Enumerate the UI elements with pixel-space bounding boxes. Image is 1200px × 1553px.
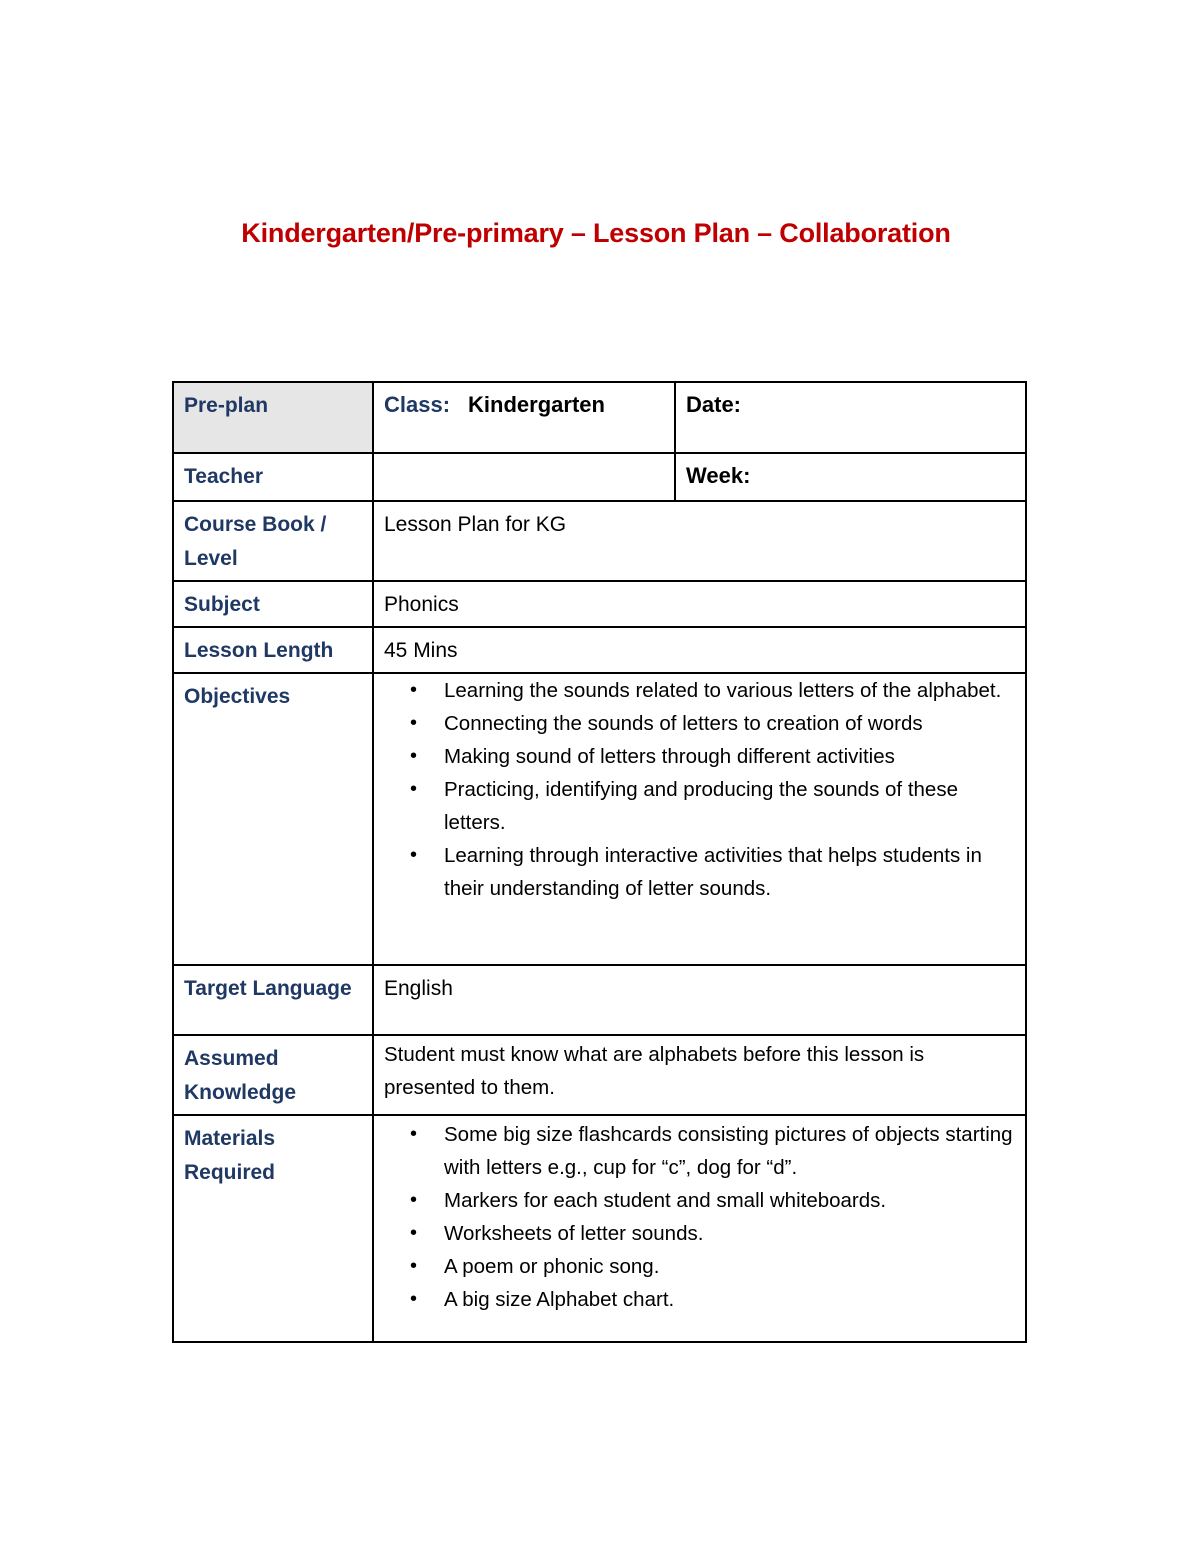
subject-value: Phonics xyxy=(373,581,1026,627)
assumed-knowledge-label xyxy=(173,1035,373,1115)
date-label: Date: xyxy=(686,392,742,417)
subject-row xyxy=(173,581,1026,627)
preplan-row xyxy=(173,382,1026,453)
course-book-value: Lesson Plan for KG xyxy=(373,501,1026,581)
target-language-row xyxy=(173,965,1026,1035)
preplan-label: Pre-plan xyxy=(173,382,373,453)
week-cell xyxy=(675,453,1026,501)
list-item: • Learning through interactive activities that helps students in their understanding of letter sounds. xyxy=(444,839,1015,905)
materials-label-line1: Materials xyxy=(184,1127,276,1150)
list-item: • Some big size flashcards consisting pictures of objects starting with letters e.g., cup for “c”, dog for “d”. xyxy=(444,1118,1015,1184)
class-value: Kindergarten xyxy=(468,392,605,417)
course-book-label-line1: Course Book / xyxy=(184,513,327,536)
assumed-knowledge-label-line2: Knowledge xyxy=(184,1081,297,1104)
list-item: • A big size Alphabet chart. xyxy=(444,1283,1015,1316)
lesson-length-label: Lesson Length xyxy=(173,627,373,673)
materials-row xyxy=(173,1115,1026,1342)
course-book-label xyxy=(173,501,373,581)
list-item: • Practicing, identifying and producing the sounds of these letters. xyxy=(444,773,1015,839)
lesson-length-row xyxy=(173,627,1026,673)
list-item: • Markers for each student and small whiteboards. xyxy=(444,1184,1015,1217)
objectives-row xyxy=(173,673,1026,965)
target-language-value: English xyxy=(373,965,1026,1035)
list-item: • Making sound of letters through different activities xyxy=(444,740,1015,773)
lesson-plan-table xyxy=(172,381,1027,1343)
assumed-knowledge-label-line1: Assumed xyxy=(184,1047,279,1070)
materials-label xyxy=(173,1115,373,1342)
teacher-row xyxy=(173,453,1026,501)
list-item: • A poem or phonic song. xyxy=(444,1250,1015,1283)
objectives-label: Objectives xyxy=(173,673,373,965)
materials-cell xyxy=(373,1115,1026,1342)
class-cell xyxy=(373,382,675,453)
date-cell xyxy=(675,382,1026,453)
list-item: • Connecting the sounds of letters to creation of words xyxy=(444,707,1015,740)
materials-list xyxy=(384,1118,1015,1316)
class-label: Class: xyxy=(384,392,451,417)
course-book-row xyxy=(173,501,1026,581)
target-language-label: Target Language xyxy=(173,965,373,1035)
subject-label: Subject xyxy=(173,581,373,627)
week-label: Week: xyxy=(686,463,751,488)
lesson-length-value: 45 Mins xyxy=(373,627,1026,673)
teacher-label: Teacher xyxy=(173,453,373,501)
assumed-knowledge-row xyxy=(173,1035,1026,1115)
list-item: • Worksheets of letter sounds. xyxy=(444,1217,1015,1250)
assumed-knowledge-value: Student must know what are alphabets before this lesson is presented to them. xyxy=(373,1035,1026,1115)
list-item: • Learning the sounds related to various letters of the alphabet. xyxy=(444,674,1015,707)
objectives-list xyxy=(384,674,1015,905)
course-book-label-line2: Level xyxy=(184,547,238,570)
page-title: Kindergarten/Pre-primary – Lesson Plan – Collaboration xyxy=(241,218,951,248)
objectives-cell xyxy=(373,673,1026,965)
teacher-value xyxy=(373,453,675,501)
materials-label-line2: Required xyxy=(184,1161,276,1184)
